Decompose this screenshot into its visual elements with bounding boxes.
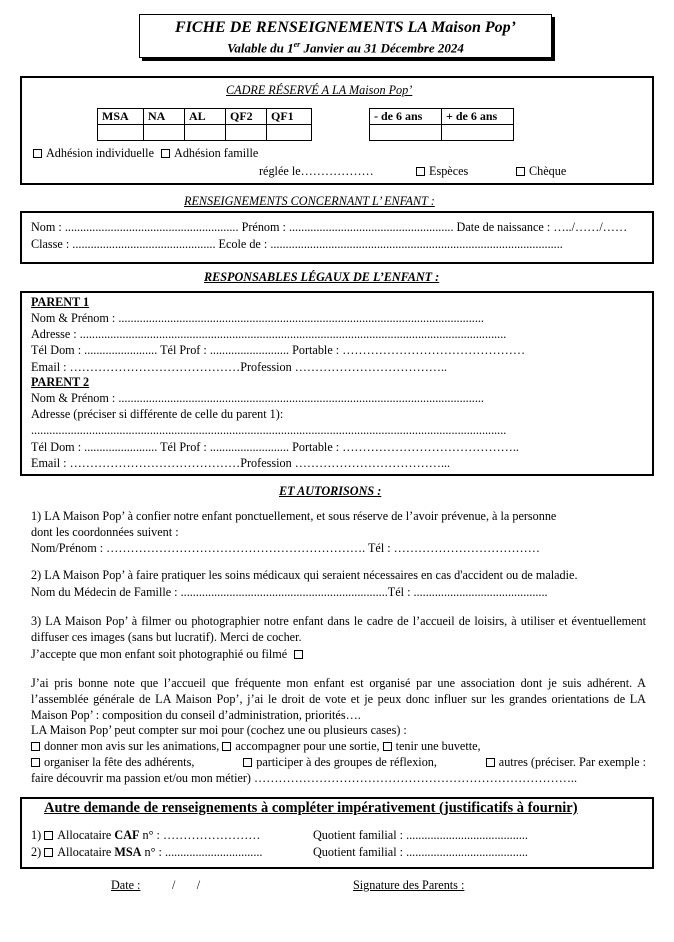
cheque-checkbox[interactable] xyxy=(516,167,525,176)
p1-phones[interactable]: Tél Dom : ........................ Tél Prof : .......................... Portable : ……………………………………… xyxy=(31,343,526,357)
p2-email[interactable]: Email : ……………………………………Profession ………………………………... xyxy=(31,456,451,470)
auth2-line-1: 2) LA Maison Pop’ à faire pratiquer les soins médicaux qui seraient nécessaires en cas d'accident ou de maladie. xyxy=(31,568,578,582)
date-field[interactable]: / / xyxy=(172,878,201,892)
parent1-label: PARENT 1 xyxy=(31,295,90,309)
opt-fete-checkbox[interactable] xyxy=(31,758,40,767)
form-title: FICHE DE RENSEIGNEMENTS LA Maison Pop’ xyxy=(175,19,516,36)
reglee-le[interactable]: réglée le……………… xyxy=(259,164,374,178)
opt-groupes-checkbox[interactable] xyxy=(243,758,252,767)
adhesion-individuelle-checkbox[interactable] xyxy=(33,149,42,158)
adhesion-famille-checkbox[interactable] xyxy=(161,149,170,158)
code-msa-cell[interactable] xyxy=(98,125,144,141)
codes-table xyxy=(97,108,312,141)
msa-row: 2) Allocataire MSA n° : ................................ xyxy=(31,845,263,859)
child-heading: RENSEIGNEMENTS CONCERNANT L’ ENFANT : xyxy=(184,194,435,208)
reserved-heading: CADRE RÉSERVÉ A LA Maison Pop’ xyxy=(226,83,413,97)
legal-heading: RESPONSABLES LÉGAUX DE L’ENFANT : xyxy=(204,270,440,284)
authorizations-heading: ET AUTORISONS : xyxy=(279,484,382,498)
age-over-6-cell[interactable] xyxy=(442,125,514,141)
adhesion-individuelle-label: Adhésion individuelle xyxy=(46,146,154,160)
date-label: Date : xyxy=(111,878,141,892)
msa-quotient[interactable]: Quotient familial : ........................................ xyxy=(313,845,528,859)
code-qf2: QF2 xyxy=(226,109,267,125)
caf-checkbox[interactable] xyxy=(44,831,53,840)
p2-address: Adresse (préciser si différente de celle du parent 1): xyxy=(31,407,284,421)
parent2-label: PARENT 2 xyxy=(31,375,90,389)
code-qf1: QF1 xyxy=(267,109,312,125)
count-on-text: LA Maison Pop’ peut compter sur moi pour (cochez une ou plusieurs cases) : xyxy=(31,723,407,737)
child-line-2[interactable]: Classe : ............................................... Ecole de : ................................................................................................ xyxy=(31,237,563,251)
opt-fete-label: organiser la fête des adhérents, xyxy=(44,755,195,769)
opt-sortie-checkbox[interactable] xyxy=(222,742,231,751)
auth3-text: 3) LA Maison Pop’ à filmer ou photographier notre enfant dans le cadre de l’accueil de loisirs, à utiliser et éventuellement diffuser ces images (sans but lucratif). Merci de cocher. xyxy=(31,614,646,644)
opt-groupes-label: participer à des groupes de réflexion, xyxy=(256,755,437,769)
code-msa: MSA xyxy=(98,109,144,125)
especes-option xyxy=(416,164,468,178)
msa-checkbox[interactable] xyxy=(44,848,53,857)
auth3-accept-checkbox[interactable] xyxy=(294,650,303,659)
opt-buvette-label: tenir une buvette, xyxy=(395,739,481,753)
opt-sortie-label: accompagner pour une sortie, xyxy=(235,739,380,753)
auth1-line-2: dont les coordonnées suivent : xyxy=(31,525,179,539)
auth3-accept-label: J’accepte que mon enfant soit photographié ou filmé xyxy=(31,647,288,661)
age-under-6: - de 6 ans xyxy=(370,109,442,125)
association-text: J’ai pris bonne note que l’accueil que fréquente mon enfant est organisé par une association dont je suis adhérent. A l’assemblée générale de LA Maison Pop’, j’ai le droit de vote et je peux donc influer sur les grandes orientations de LA Maison Pop’ : composition du conseil d’administration, priorités…. xyxy=(31,676,646,722)
p1-address[interactable]: Adresse : ............................................................................................................................................ xyxy=(31,327,507,341)
signature-label: Signature des Parents : xyxy=(353,878,465,892)
auth3-accept-row xyxy=(31,647,307,661)
auth1-line-1: 1) LA Maison Pop’ à confier notre enfant ponctuellement, et sous réserve de l’avoir prévenue, à la personne xyxy=(31,509,557,523)
opt-autres-checkbox[interactable] xyxy=(486,758,495,767)
opt-avis-checkbox[interactable] xyxy=(31,742,40,751)
code-qf2-cell[interactable] xyxy=(226,125,267,141)
age-table xyxy=(369,108,514,141)
especes-checkbox[interactable] xyxy=(416,167,425,176)
p1-email[interactable]: Email : ……………………………………Profession ……………………………….. xyxy=(31,360,448,374)
child-line-1[interactable]: Nom : ......................................................... Prénom : ...................................................... Date de naissance : …../……/…… xyxy=(31,220,628,234)
adhesion-row xyxy=(33,146,258,160)
p2-address-line[interactable]: ............................................................................................................................................................ xyxy=(31,423,507,437)
auth1-line-3[interactable]: Nom/Prénom : ………………………………………………………. Tél : ……………………………… xyxy=(31,541,540,555)
especes-label: Espèces xyxy=(429,164,469,178)
options-row-2 xyxy=(31,755,646,769)
opt-buvette-checkbox[interactable] xyxy=(383,742,392,751)
options-row-1 xyxy=(31,739,481,753)
cheque-label: Chèque xyxy=(529,164,567,178)
code-al-cell[interactable] xyxy=(185,125,226,141)
code-qf1-cell[interactable] xyxy=(267,125,312,141)
caf-row: 1) Allocataire CAF n° : …………………… xyxy=(31,828,261,842)
validity-line: Valable du 1er Janvier au 31 Décembre 2024 xyxy=(227,40,464,56)
opt-autres-label: autres (préciser. Par exemple : xyxy=(498,755,646,769)
p2-name[interactable]: Nom & Prénom : ........................................................................................................................ xyxy=(31,391,484,405)
opt-avis-label: donner mon avis sur les animations, xyxy=(44,739,220,753)
p2-phones[interactable]: Tél Dom : ........................ Tél Prof : .......................... Portable : …………………………………….. xyxy=(31,440,519,454)
age-under-6-cell[interactable] xyxy=(370,125,442,141)
caf-label: Allocataire CAF n° : …………………… xyxy=(57,828,261,842)
auth2-line-2[interactable]: Nom du Médecin de Famille : ....................................................................Tél : ............................................ xyxy=(31,585,548,599)
code-al: AL xyxy=(185,109,226,125)
options-last-line[interactable]: faire découvrir ma passion et/ou mon métier) …………………………………………………………………….. xyxy=(31,771,577,785)
adhesion-famille-label: Adhésion famille xyxy=(174,146,259,160)
caf-quotient[interactable]: Quotient familial : ........................................ xyxy=(313,828,528,842)
code-na: NA xyxy=(144,109,185,125)
other-heading: Autre demande de renseignements à compléter impérativement (justificatifs à fournir) xyxy=(44,800,578,816)
p1-name[interactable]: Nom & Prénom : ........................................................................................................................ xyxy=(31,311,484,325)
age-over-6: + de 6 ans xyxy=(442,109,514,125)
title-box xyxy=(139,14,552,58)
code-na-cell[interactable] xyxy=(144,125,185,141)
cheque-option xyxy=(516,164,566,178)
msa-label: Allocataire MSA n° : ................................ xyxy=(57,845,263,859)
